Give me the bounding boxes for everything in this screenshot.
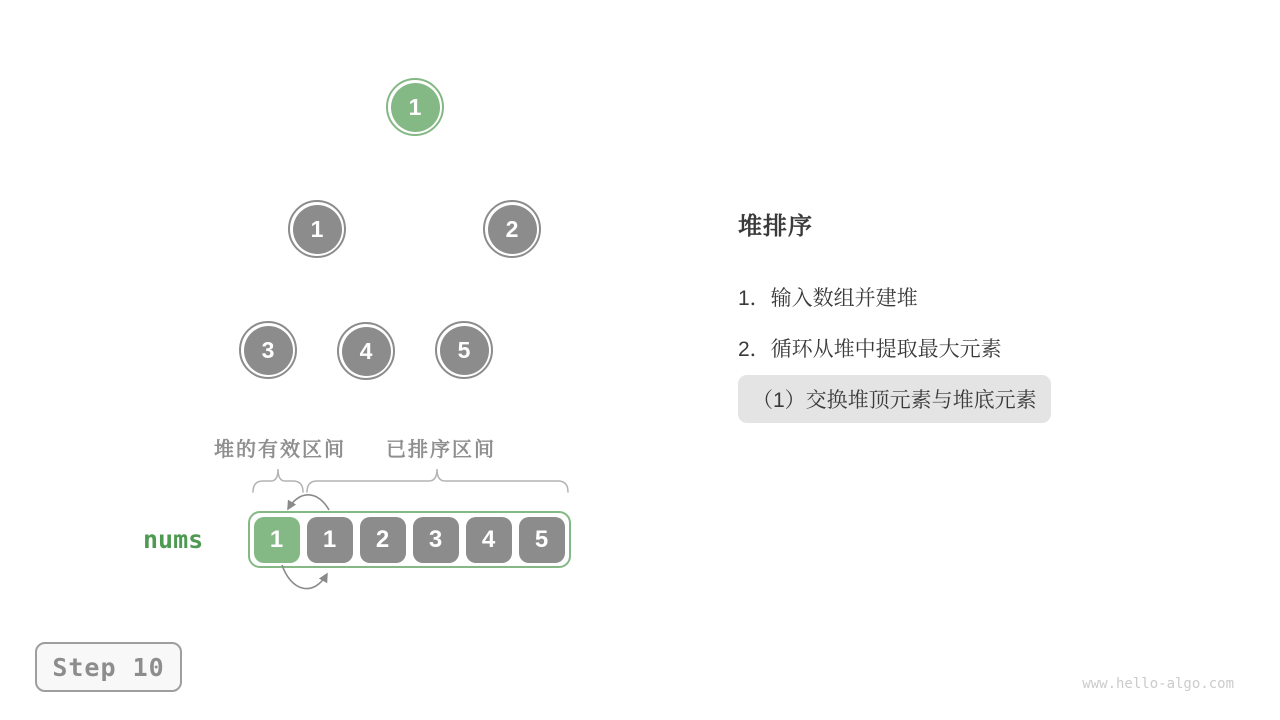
heap-interval-label: 堆的有效区间 <box>214 439 346 461</box>
tree-node-value: 4 <box>342 327 391 376</box>
tree-node-value: 3 <box>244 326 293 375</box>
array-cell-1: 1 <box>307 517 353 563</box>
sorted-interval-label: 已排序区间 <box>386 439 496 461</box>
tree-node-leaf-1 <box>239 321 297 379</box>
panel-substep-highlighted: （1）交换堆顶元素与堆底元素 <box>738 375 1051 423</box>
array-cell-2: 2 <box>360 517 406 563</box>
tree-node-right <box>483 200 541 258</box>
array-cell-3: 3 <box>413 517 459 563</box>
tree-node-value: 1 <box>391 83 440 132</box>
swap-arrows-icon <box>250 480 370 600</box>
tree-node-value: 2 <box>488 205 537 254</box>
panel-step-2: 2．循环从堆中提取最大元素 <box>738 338 1002 361</box>
panel-title: 堆排序 <box>738 213 813 240</box>
swap-arrow-bottom <box>282 565 327 589</box>
tree-node-value: 1 <box>293 205 342 254</box>
step-badge: Step 10 <box>35 642 182 692</box>
panel-step-1: 1．输入数组并建堆 <box>738 287 918 310</box>
tree-node-root <box>386 78 444 136</box>
array-cell-0: 1 <box>254 517 300 563</box>
array-cell-4: 4 <box>466 517 512 563</box>
tree-node-left <box>288 200 346 258</box>
watermark: www.hello-algo.com <box>1082 676 1234 692</box>
array-cell-5: 5 <box>519 517 565 563</box>
tree-node-leaf-3 <box>435 321 493 379</box>
swap-arrow-top <box>288 495 329 510</box>
array-name-label: nums <box>143 525 204 554</box>
tree-node-value: 5 <box>440 326 489 375</box>
tree-node-leaf-2 <box>337 322 395 380</box>
